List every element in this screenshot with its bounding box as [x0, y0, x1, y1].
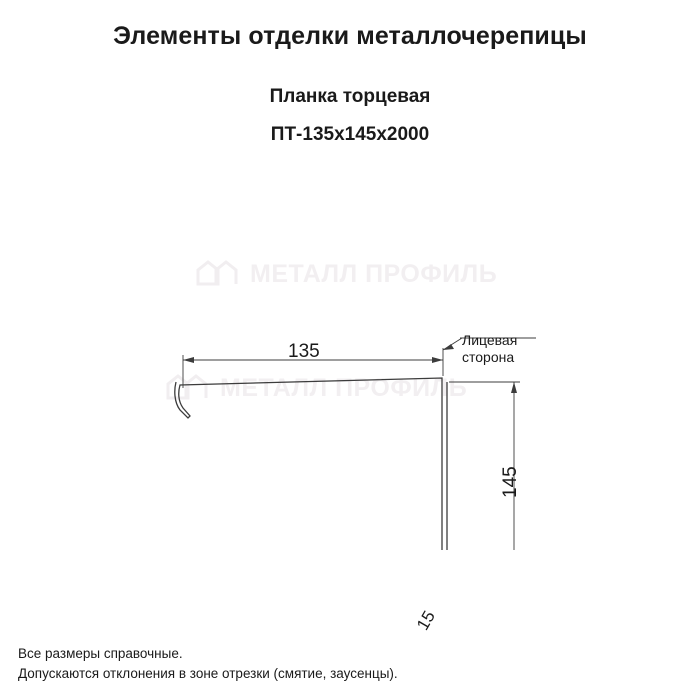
technical-drawing — [0, 150, 700, 634]
dimension-label-width: 135 — [288, 341, 320, 362]
profile-outline — [175, 378, 442, 550]
watermark-text-top: МЕТАЛЛ ПРОФИЛЬ — [250, 259, 498, 288]
footer-note-1: Все размеры справочные. — [18, 646, 183, 661]
face-side-line2: сторона — [462, 349, 515, 365]
dimension-label-flange: 15 — [413, 607, 439, 634]
footer-note-2: Допускаются отклонения в зоне отрезки (смятие, заусенцы). — [18, 666, 398, 681]
footer-notes — [18, 644, 398, 684]
arrow-top-145 — [511, 382, 517, 393]
arrow-left-135 — [183, 357, 194, 363]
drawing-svg — [0, 150, 700, 550]
arrow-face-leader — [443, 344, 454, 350]
watermark-text-bottom: МЕТАЛЛ ПРОФИЛЬ — [220, 373, 468, 402]
page-title: Элементы отделки металлочерепицы — [113, 22, 587, 50]
face-side-annotation — [462, 332, 517, 366]
dimension-label-height: 145 — [500, 466, 521, 498]
arrow-right-135 — [432, 357, 443, 363]
product-code: ПТ-135х145х2000 — [270, 124, 430, 145]
product-name: Планка торцевая — [269, 86, 431, 107]
face-side-line1: Лицевая — [462, 332, 518, 348]
